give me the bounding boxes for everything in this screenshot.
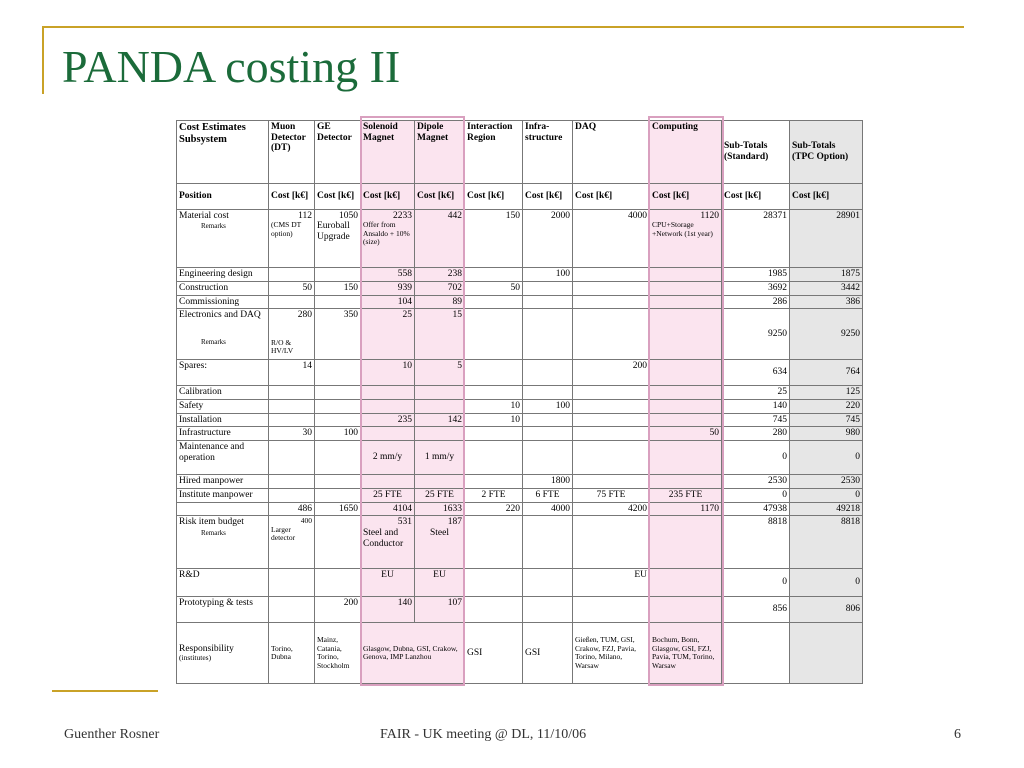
cell-value: 1050: [339, 210, 358, 221]
responsibility-label: Responsibility: [179, 643, 234, 654]
table-cell: [269, 568, 315, 596]
table-cell: 0: [722, 568, 790, 596]
table-cell: 10: [361, 359, 415, 385]
table-cell: 1170: [650, 502, 722, 516]
row-label: Engineering design: [177, 268, 269, 282]
cell-value: 531: [397, 517, 412, 528]
table-cell: [523, 309, 573, 359]
table-cell: [523, 209, 573, 267]
table-cell: [650, 441, 722, 475]
row-label: Maintenance and operation: [177, 441, 269, 475]
table-cell: [269, 516, 315, 568]
header-row: [177, 121, 863, 184]
table-cell: [523, 386, 573, 400]
remarks-label: Remarks: [201, 222, 226, 231]
table-cell: [523, 359, 573, 385]
row-label: Hired manpower: [177, 475, 269, 489]
subsystem-label: Subsystem: [179, 133, 227, 145]
table-cell: [465, 597, 523, 623]
table-cell: 220: [465, 502, 523, 516]
table-cell: [523, 441, 573, 475]
table-cell: [722, 516, 790, 568]
table-cell: [415, 516, 465, 568]
table-cell: 1800: [523, 475, 573, 489]
col-muon: Muon Detector (DT): [269, 121, 315, 184]
table-cell: [269, 475, 315, 489]
table-cell: [465, 441, 523, 475]
table-cell: [790, 516, 863, 568]
table-cell: [523, 516, 573, 568]
remarks-label: Remarks: [201, 529, 226, 538]
table-cell: [465, 427, 523, 441]
row-label: [177, 309, 269, 359]
table-row: [177, 516, 863, 568]
table-cell: [573, 475, 650, 489]
cell-value: 2000: [551, 210, 570, 221]
responsibility-cell: GSI: [465, 623, 523, 684]
table-cell: 200: [315, 597, 361, 623]
table-cell: [573, 386, 650, 400]
table-row: [177, 597, 863, 623]
table-cell: 140: [722, 399, 790, 413]
table-row: [177, 568, 863, 596]
unit-label: Cost [k€]: [650, 183, 722, 209]
col-solenoid: Solenoid Magnet: [361, 121, 415, 184]
table-cell: 0: [790, 568, 863, 596]
cell-value: 2233: [393, 210, 412, 221]
cell-remark: R/O & HV/LV: [271, 338, 294, 356]
table-cell: [269, 386, 315, 400]
footer-rule: [52, 690, 158, 692]
table-cell: [650, 516, 722, 568]
table-cell: EU: [573, 568, 650, 596]
cell-value: 442: [447, 210, 462, 221]
table-cell: 0: [790, 441, 863, 475]
table-cell: 280: [722, 427, 790, 441]
table-cell: [650, 359, 722, 385]
table-cell: [415, 309, 465, 359]
table-cell: [465, 295, 523, 309]
row-label: Commissioning: [177, 295, 269, 309]
unit-label: Cost [k€]: [415, 183, 465, 209]
page-number: 6: [954, 727, 961, 742]
table-cell: [722, 309, 790, 359]
cell-remark: Offer from Ansaldo + 10% (size): [363, 220, 410, 247]
material-label: Material cost: [179, 210, 229, 221]
table-cell: 107: [415, 597, 465, 623]
col-ge: GE Detector: [315, 121, 361, 184]
cell-value: 8818: [768, 517, 787, 528]
table-cell: [269, 399, 315, 413]
cell-value: 112: [298, 210, 312, 221]
table-cell: 14: [269, 359, 315, 385]
table-cell: [269, 309, 315, 359]
table-cell: 50: [650, 427, 722, 441]
cell-remark: Steel: [430, 528, 449, 539]
table-cell: 2 FTE: [465, 489, 523, 503]
col-dipole: Dipole Magnet: [415, 121, 465, 184]
table-cell: [650, 268, 722, 282]
table-cell: 100: [315, 427, 361, 441]
table-cell: 558: [361, 268, 415, 282]
table-cell: [650, 281, 722, 295]
table-cell: 980: [790, 427, 863, 441]
cell-remark: Steel and Conductor: [363, 528, 404, 549]
col-computing: Computing: [650, 121, 722, 184]
table-cell: 1985: [722, 268, 790, 282]
slide-title: PANDA costing II: [62, 41, 401, 92]
footer-author: Guenther Rosner: [64, 727, 160, 742]
table-cell: [315, 475, 361, 489]
table-cell: 0: [722, 441, 790, 475]
table-cell: [523, 281, 573, 295]
table-cell: 745: [790, 413, 863, 427]
table-cell: [790, 623, 863, 684]
table-cell: [269, 489, 315, 503]
electronics-label: Electronics and DAQ: [179, 310, 261, 321]
table-cell: [573, 441, 650, 475]
table-cell: [650, 295, 722, 309]
table-cell: [650, 399, 722, 413]
table-cell: [465, 209, 523, 267]
responsibility-cell: Bochum, Bonn, Glasgow, GSI, FZJ, Pavia, TUM, Torino, Warsaw: [650, 623, 722, 684]
row-label: [177, 209, 269, 267]
table-cell: 286: [722, 295, 790, 309]
table-cell: [573, 399, 650, 413]
responsibility-cell: Torino, Dubna: [269, 623, 315, 684]
table-cell: [722, 209, 790, 267]
table-cell: 2530: [722, 475, 790, 489]
table-cell: 30: [269, 427, 315, 441]
table-cell: EU: [415, 568, 465, 596]
responsibility-cell: Mainz, Catania, Torino, Stockholm: [315, 623, 361, 684]
table-cell: [722, 623, 790, 684]
table-cell: [573, 209, 650, 267]
row-label: Safety: [177, 399, 269, 413]
table-cell: [315, 386, 361, 400]
row-label: Construction: [177, 281, 269, 295]
footer-meeting: FAIR - UK meeting @ DL, 11/10/06: [380, 727, 587, 742]
table-cell: 140: [361, 597, 415, 623]
table-cell: 25: [722, 386, 790, 400]
cell-value: 15: [452, 310, 462, 321]
table-cell: 1 mm/y: [415, 441, 465, 475]
table-cell: 25 FTE: [361, 489, 415, 503]
row-label: Calibration: [177, 386, 269, 400]
row-label: Spares:: [177, 359, 269, 385]
table-cell: [650, 309, 722, 359]
table-cell: [650, 386, 722, 400]
table-cell: 50: [465, 281, 523, 295]
table-cell: 486: [269, 502, 315, 516]
table-cell: 764: [790, 359, 863, 385]
table-cell: 10: [465, 399, 523, 413]
responsibility-cell: Gießen, TUM, GSI, Crakow, FZJ, Pavia, Torino, Milano, Warsaw: [573, 623, 650, 684]
row-label: R&D: [177, 568, 269, 596]
table-cell: EU: [361, 568, 415, 596]
row-label: Infrastructure: [177, 427, 269, 441]
table-cell: 235 FTE: [650, 489, 722, 503]
table-cell: 634: [722, 359, 790, 385]
table-cell: 100: [523, 268, 573, 282]
table-cell: [415, 399, 465, 413]
col-daq: DAQ: [573, 121, 650, 184]
table-cell: 47938: [722, 502, 790, 516]
table-cell: 3442: [790, 281, 863, 295]
cell-value: 4000: [628, 210, 647, 221]
table-title: Cost Estimates: [179, 122, 246, 133]
table-cell: [415, 209, 465, 267]
table-cell: [415, 386, 465, 400]
table-cell: [465, 475, 523, 489]
table-cell: [573, 281, 650, 295]
cell-remark: Euroball Upgrade: [317, 221, 350, 242]
table-cell: 4200: [573, 502, 650, 516]
table-cell: [650, 413, 722, 427]
table-cell: [315, 568, 361, 596]
unit-label: Cost [k€]: [523, 183, 573, 209]
table-cell: [315, 441, 361, 475]
unit-label: Cost [k€]: [315, 183, 361, 209]
table-cell: 200: [573, 359, 650, 385]
table-cell: [650, 209, 722, 267]
row-label: [177, 502, 269, 516]
cost-estimates-table: [176, 120, 862, 684]
table-row: [177, 281, 863, 295]
table-cell: [650, 597, 722, 623]
col-subtotal-tpc: Sub-Totals (TPC Option): [790, 121, 863, 184]
table-cell: [315, 295, 361, 309]
table-cell: [465, 516, 523, 568]
unit-label: Cost [k€]: [361, 183, 415, 209]
table-cell: 1650: [315, 502, 361, 516]
header-subsystem: [177, 121, 269, 184]
col-interaction-region: Interaction Region: [465, 121, 523, 184]
table-cell: 6 FTE: [523, 489, 573, 503]
cell-value: 350: [343, 310, 358, 321]
col-subtotal-standard: Sub-Totals (Standard): [722, 121, 790, 184]
table-cell: [523, 568, 573, 596]
table-cell: [465, 309, 523, 359]
table-cell: 2530: [790, 475, 863, 489]
cell-value: 28371: [763, 210, 787, 221]
table-cell: [790, 209, 863, 267]
table-row: [177, 295, 863, 309]
table-cell: 745: [722, 413, 790, 427]
unit-label: Cost [k€]: [722, 183, 790, 209]
cell-value: 25: [402, 310, 412, 321]
table-cell: [315, 359, 361, 385]
table-cell: 4000: [523, 502, 573, 516]
table-cell: 125: [790, 386, 863, 400]
table-row: [177, 309, 863, 359]
table-cell: 89: [415, 295, 465, 309]
table-row: [177, 399, 863, 413]
table-cell: [523, 413, 573, 427]
table-row: [177, 427, 863, 441]
table-cell: 0: [790, 489, 863, 503]
cell-remark: (CMS DT option): [271, 220, 302, 238]
cell-value: 9250: [768, 328, 787, 339]
table-cell: [573, 268, 650, 282]
table-cell: [269, 597, 315, 623]
table-cell: [315, 268, 361, 282]
table-cell: 25 FTE: [415, 489, 465, 503]
cell-remark: Larger detector: [271, 524, 296, 543]
table-cell: [315, 489, 361, 503]
unit-label: Cost [k€]: [573, 183, 650, 209]
table-cell: [315, 516, 361, 568]
table-cell: [269, 413, 315, 427]
table-cell: [465, 568, 523, 596]
table-row: [177, 441, 863, 475]
table-cell: 5: [415, 359, 465, 385]
table-row: [177, 623, 863, 684]
unit-label: Cost [k€]: [790, 183, 863, 209]
table-cell: 806: [790, 597, 863, 623]
cell-value: 9250: [841, 328, 860, 339]
table-cell: 702: [415, 281, 465, 295]
table-cell: [315, 399, 361, 413]
table-cell: [465, 386, 523, 400]
table-cell: [315, 309, 361, 359]
cell-value: 280: [297, 310, 312, 321]
cell-remark: CPU+Storage +Network (1st year): [652, 220, 713, 238]
row-label: Prototyping & tests: [177, 597, 269, 623]
table-cell: 75 FTE: [573, 489, 650, 503]
cell-value: 28901: [836, 210, 860, 221]
table-cell: [315, 209, 361, 267]
col-infrastructure: Infra-structure: [523, 121, 573, 184]
table-cell: [315, 413, 361, 427]
table-cell: [269, 209, 315, 267]
table-row: [177, 268, 863, 282]
table-cell: 49218: [790, 502, 863, 516]
table-cell: 238: [415, 268, 465, 282]
table-cell: 386: [790, 295, 863, 309]
cell-value: 8818: [841, 517, 860, 528]
table-cell: 3692: [722, 281, 790, 295]
responsibility-sublabel: (institutes): [179, 653, 212, 663]
table-row: [177, 386, 863, 400]
table-cell: 50: [269, 281, 315, 295]
title-top-rule: [42, 26, 964, 28]
table-cell: [523, 427, 573, 441]
table-row: [177, 413, 863, 427]
table-cell: 939: [361, 281, 415, 295]
table-cell: [573, 427, 650, 441]
table-cell: 100: [523, 399, 573, 413]
row-label: Installation: [177, 413, 269, 427]
table-cell: 4104: [361, 502, 415, 516]
table-row: [177, 359, 863, 385]
responsibility-cell: Glasgow, Dubna, GSI, Crakow, Genova, IMP Lanzhou: [361, 623, 465, 684]
table-cell: 220: [790, 399, 863, 413]
table-cell: [465, 359, 523, 385]
table-cell: 104: [361, 295, 415, 309]
table-cell: [361, 516, 415, 568]
table-cell: [269, 295, 315, 309]
table-cell: [361, 427, 415, 441]
table-cell: [361, 309, 415, 359]
table-cell: [790, 309, 863, 359]
table-cell: [650, 475, 722, 489]
cell-value: 400: [300, 516, 312, 526]
table-cell: [269, 441, 315, 475]
table-row: [177, 502, 863, 516]
table-cell: 2 mm/y: [361, 441, 415, 475]
table-cell: 1633: [415, 502, 465, 516]
position-row: [177, 183, 863, 209]
table-cell: [573, 295, 650, 309]
row-label: Institute manpower: [177, 489, 269, 503]
table-row: [177, 489, 863, 503]
cell-value: 187: [447, 517, 462, 528]
table-cell: [573, 516, 650, 568]
table-cell: [573, 309, 650, 359]
unit-label: Cost [k€]: [465, 183, 523, 209]
row-label: [177, 516, 269, 568]
table-cell: 10: [465, 413, 523, 427]
table-cell: 1875: [790, 268, 863, 282]
table-cell: [523, 295, 573, 309]
position-label: Position: [177, 183, 269, 209]
table-cell: [523, 597, 573, 623]
responsibility-cell: GSI: [523, 623, 573, 684]
table-cell: 142: [415, 413, 465, 427]
unit-label: Cost [k€]: [269, 183, 315, 209]
table-cell: 856: [722, 597, 790, 623]
table-cell: 150: [315, 281, 361, 295]
table-cell: [361, 209, 415, 267]
title-side-rule: [42, 26, 44, 94]
table-row: [177, 475, 863, 489]
table-cell: [465, 268, 523, 282]
remarks-label: Remarks: [201, 338, 226, 347]
table-cell: [415, 427, 465, 441]
cell-value: 150: [505, 210, 520, 221]
table-cell: 0: [722, 489, 790, 503]
table-cell: [361, 399, 415, 413]
table-cell: [361, 386, 415, 400]
table-cell: [573, 413, 650, 427]
table-cell: [269, 268, 315, 282]
row-label: [177, 623, 269, 684]
table-cell: [415, 475, 465, 489]
cell-value: 1120: [700, 210, 719, 221]
table-cell: [573, 597, 650, 623]
risk-label: Risk item budget: [179, 517, 244, 528]
table-cell: [361, 475, 415, 489]
table-cell: 235: [361, 413, 415, 427]
table-cell: [650, 568, 722, 596]
material-row: [177, 209, 863, 267]
